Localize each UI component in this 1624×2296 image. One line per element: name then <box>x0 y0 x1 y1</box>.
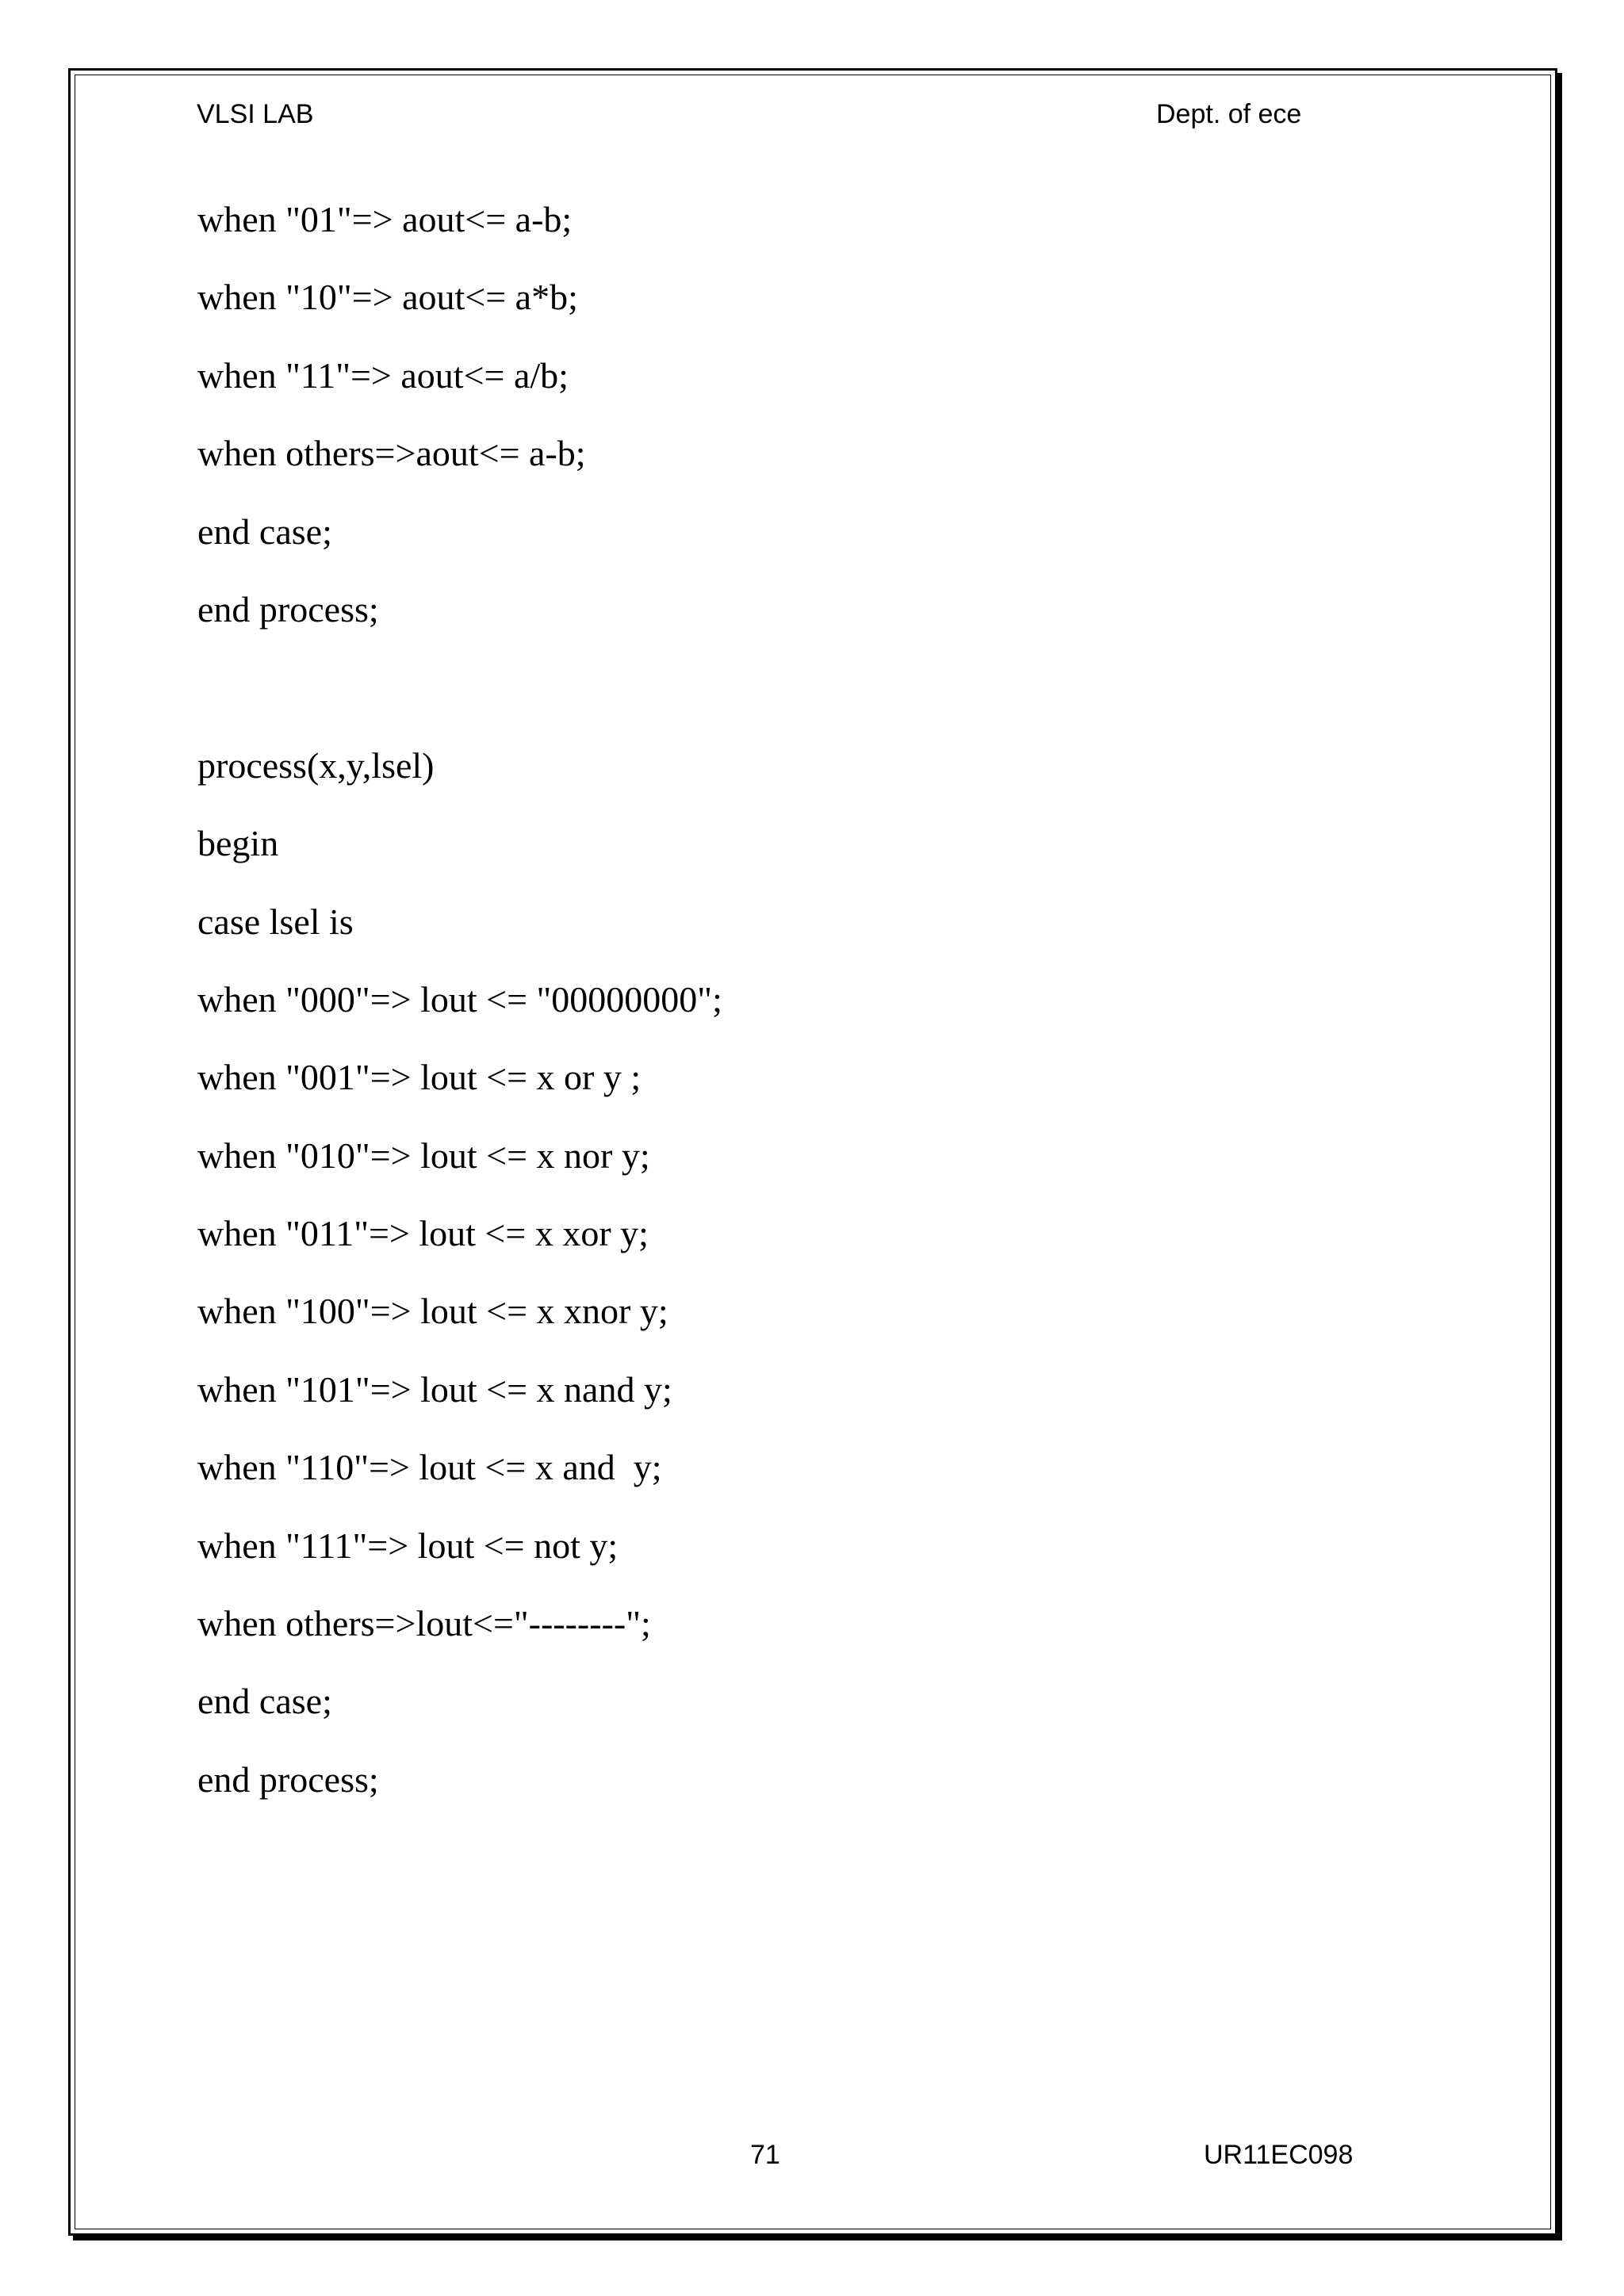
code-line: when "11"=> aout<= a/b; <box>197 354 569 396</box>
page-border-shadow-bottom <box>73 2236 1562 2241</box>
code-line: end case; <box>197 1681 332 1722</box>
page-number: 71 <box>750 2140 780 2170</box>
page-border-shadow-right <box>1557 73 1562 2241</box>
code-line: end case; <box>197 511 332 552</box>
code-line: begin <box>197 823 279 864</box>
code-line: when "000"=> lout <= "00000000"; <box>197 978 722 1020</box>
code-line: when "101"=> lout <= x nand y; <box>197 1368 672 1410</box>
code-line-blank <box>197 661 722 739</box>
code-line: when "01"=> aout<= a-b; <box>197 199 573 239</box>
header-department: Dept. of ece <box>1156 99 1302 129</box>
code-line: when "011"=> lout <= x xor y; <box>197 1213 649 1254</box>
code-line: when "001"=> lout <= x or y ; <box>197 1057 642 1098</box>
code-line: when "100"=> lout <= x xnor y; <box>197 1291 668 1332</box>
code-line: when others=>aout<= a-b; <box>197 433 586 474</box>
code-line: when "10"=> aout<= a*b; <box>197 277 578 318</box>
code-line: end process; <box>197 588 379 629</box>
code-line: when "110"=> lout <= x and y; <box>197 1447 662 1488</box>
student-id: UR11EC098 <box>1204 2140 1354 2170</box>
header-lab-title: VLSI LAB <box>197 99 314 129</box>
code-line: case lsel is <box>197 901 354 942</box>
vhdl-code-block <box>197 193 722 1831</box>
code-line: end process; <box>197 1758 379 1800</box>
code-line: when others=>lout<="--------"; <box>197 1603 651 1644</box>
code-line: process(x,y,lsel) <box>197 744 435 786</box>
code-line: when "010"=> lout <= x nor y; <box>197 1135 650 1176</box>
code-line: when "111"=> lout <= not y; <box>197 1525 619 1566</box>
